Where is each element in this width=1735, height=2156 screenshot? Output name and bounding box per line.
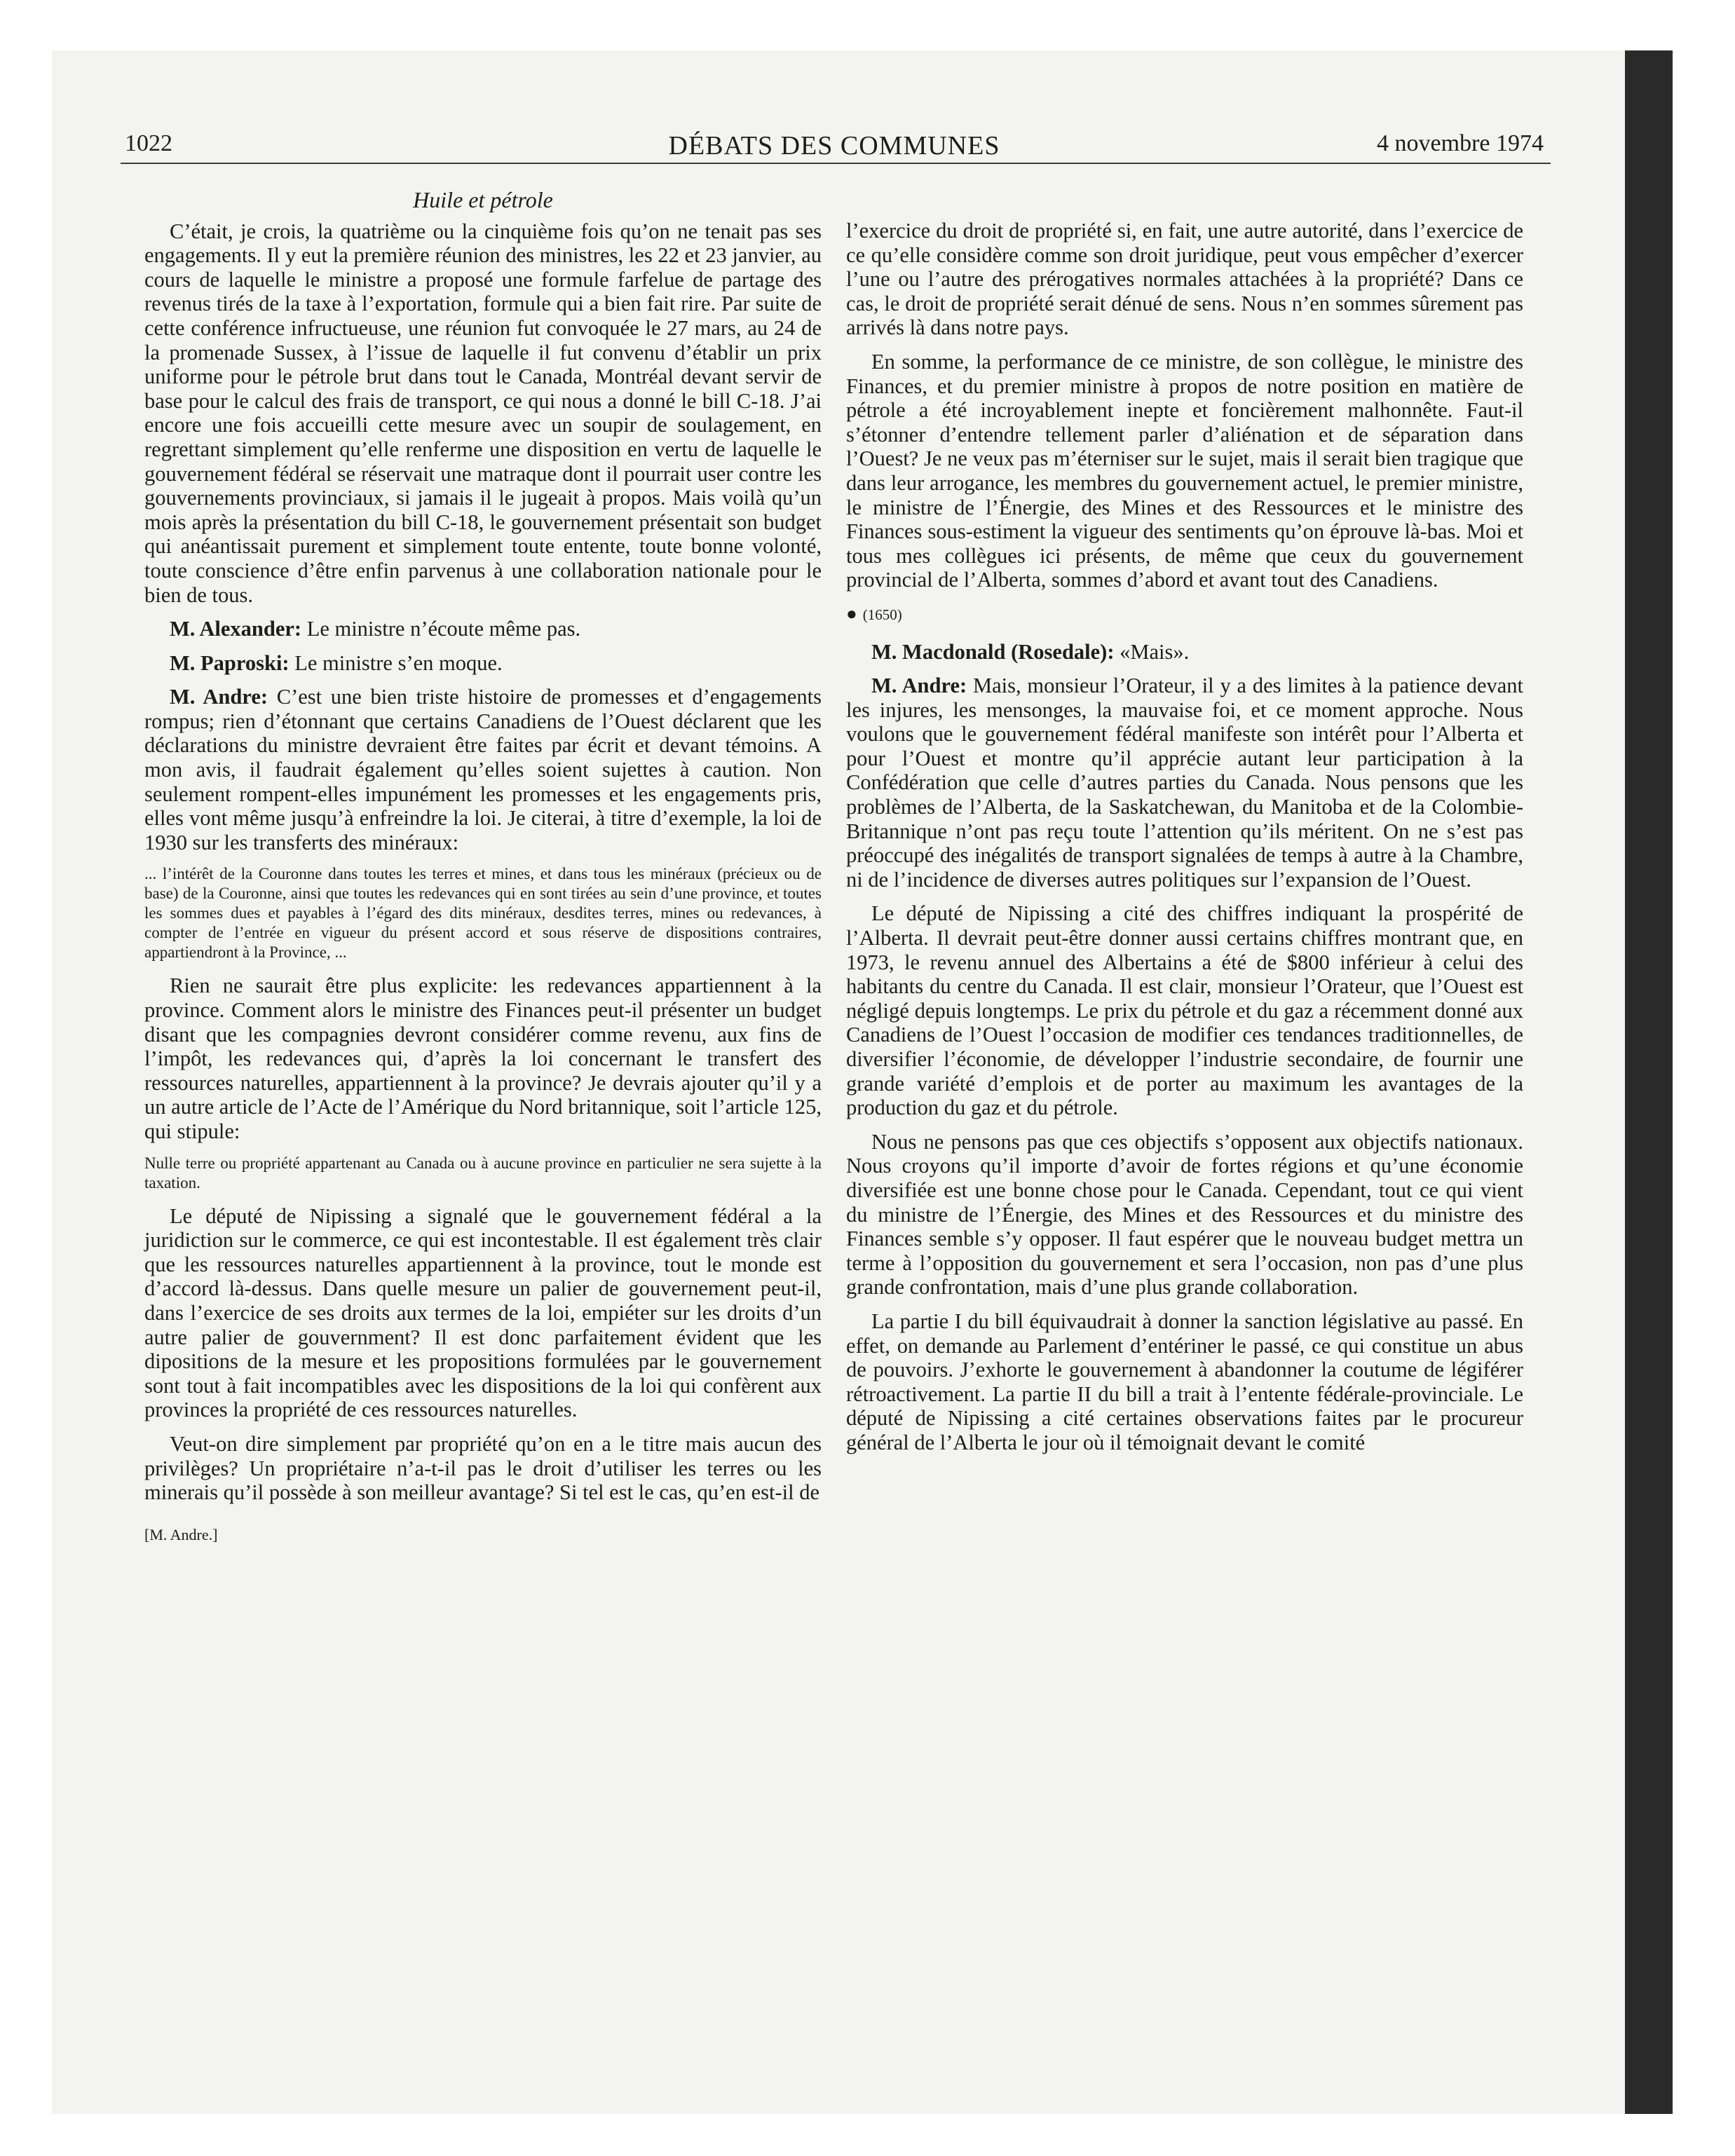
- speech-text: Le ministre s’en moque.: [289, 650, 503, 675]
- speech-text: Mais, monsieur l’Orateur, il y a des limites à la patience devant les injures, les mensonges, la mauvaise foi, et ce moment approche. Nous voulons que le gouvernement fédéral manifeste son intérêt pour l’Alberta et pour l’Ouest et montre qu’il apprécie autant leur participation à la Confédération que celle d’autres parties du Canada. Nous pensons que les problèmes de l’Alberta, de la Saskatchewan, du Manitoba et de la Colombie-Britannique n’ont pas reçu toute l’attention qu’ils méritent. On ne s’est pas préoccupé des inégalités de transport signalées de temps à autre à la Chambre, ni de l’incidence de diverses autres politiques sur l’expansion de l’Ouest.: [846, 674, 1523, 892]
- right-column: [846, 219, 1523, 1465]
- bullet-icon: ●: [846, 603, 857, 624]
- speech-andre: [846, 674, 1523, 892]
- speaker-name: M. Andre:: [871, 674, 967, 698]
- speech-macdonald: [846, 640, 1523, 664]
- speech-alexander: [144, 617, 822, 641]
- issue-date: 4 novembre 1974: [1377, 130, 1544, 156]
- speech-text: «Mais».: [1114, 639, 1190, 664]
- paragraph: Le député de Nipissing a cité des chiffres indiquant la prospérité de l’Alberta. Il devrait peut-être donner aussi certains chiffres montrant que, en 1973, le revenu annuel des Albertains a été de $800 inférieur à celui des habitants du centre du Canada. Il est clair, monsieur l’Orateur, que l’Ouest est négligé depuis longtemps. Le prix du pétrole et du gaz a récemment donné aux Canadiens de l’Ouest l’occasion de modifier ces tendances traditionnelles, de diversifier l’économie, de développer l’industrie secondaire, de fournir une grande variété d’emplois et de porter au maximum les avantages de la production du gaz et du pétrole.: [846, 901, 1523, 1120]
- speech-paproski: [144, 651, 822, 676]
- section-heading: Huile et pétrole: [413, 187, 553, 212]
- speaker-name: M. Andre:: [170, 685, 268, 709]
- paragraph: Rien ne saurait être plus explicite: les redevances appartiennent à la province. Comment alors le ministre des Finances peut-il présenter un budget disant que les compagnies devront considérer comme revenu, aux fins de l’impôt, les redevances qui, d’après la loi concernant le transfert des ressources naturelles, appartiennent à la province? Je devrais ajouter qu’il y a un autre article de l’Acte de l’Amérique du Nord britannique, soit l’article 125, qui stipule:: [144, 974, 822, 1143]
- paragraph: C’était, je crois, la quatrième ou la cinquième fois qu’on ne tenait pas ses engagements. Il y eut la première réunion des ministres, les 22 et 23 janvier, au cours de laquelle le ministre a proposé une formule farfelue de partage des revenus tirés de la taxe à l’exportation, formule qui a bien fait rire. Par suite de cette conférence infructueuse, une réunion fut convoquée le 27 mars, au 24 de la promenade Sussex, à l’issue de laquelle il fut convenu d’établir un prix uniforme pour le pétrole brut dans tout le Canada, Montréal devant servir de base pour le calcul des frais de transport, ce qui nous a donné le bill C-18. J’ai encore une fois accueilli cette mesure avec un soupir de soulagement, en regrettant simplement qu’elle renferme une disposition en vertu de laquelle le gouvernement fédéral se réservait une matraque dont il pourrait user contre les gouvernements provinciaux, si jamais il le jugeait à propos. Mais voilà qu’un mois après la présentation du bill C-18, le gouvernement présentait son budget qui anéantissait purement et simplement toute entente, toute bonne volonté, toute conscience d’être enfin parvenus à une collaboration nationale pour le bien de tous.: [144, 219, 822, 607]
- time-text: (1650): [862, 606, 902, 623]
- left-column: [144, 184, 822, 1547]
- speech-andre: [144, 685, 822, 854]
- block-quote: ... l’intérêt de la Couronne dans toutes les terres et mines, et dans tous les minéraux (précieux ou de base) de la Couronne, ainsi que toutes les redevances qui en sont tirées au sein d’une province, et toutes les sommes dues et payables à l’égard des dits minéraux, desdites terres, mines ou redevances, à compter de l’entrée en vigueur du présent accord et sous réserve de dispositions contraires, appartiendront à la Province, ...: [144, 865, 822, 962]
- paragraph: La partie I du bill équivaudrait à donner la sanction législative au passé. En effet, on demande au Parlement d’entériner le passé, ce qui constitue un abus de pouvoirs. J’exhorte le gouvernement à abandonner la coutume de légiférer rétroactivement. La partie II du bill a trait à l’entente fédérale-provinciale. Le député de Nipissing a cité certaines observations faites par le procureur général de l’Alberta le jour où il témoignait devant le comité: [846, 1309, 1523, 1454]
- page-number: 1022: [125, 130, 172, 156]
- paragraph: Veut-on dire simplement par propriété qu’on en a le titre mais aucun des privilèges? Un propriétaire n’a-t-il pas le droit d’utiliser les terres ou les minerais qu’il possède à son meilleur avantage? Si tel est le cas, qu’en est-il de: [144, 1431, 822, 1505]
- block-quote: Nulle terre ou propriété appartenant au Canada ou à aucune province en particulier ne sera sujette à la taxation.: [144, 1154, 822, 1192]
- speech-text: Le ministre n’écoute même pas.: [301, 617, 581, 641]
- speaker-signature: [M. Andre.]: [144, 1525, 218, 1543]
- paragraph: Le député de Nipissing a signalé que le gouvernement fédéral a la juridiction sur le commerce, ce qui est incontestable. Il est également très clair que les ressources naturelles appartiennent à la province, tout le monde est d’accord là-dessus. Dans quelle mesure un palier de gouvernement peut-il, dans l’exercice de ses droits aux termes de la loi, empiéter sur les droits d’un autre palier de gouvernment? Il est donc parfaitement évident que les dipositions de la mesure et les propositions formulées par le gouvernement sont tout à fait incompatibles avec les dispositions de la loi qui confèrent aux provinces la propriété de ces ressources naturelles.: [144, 1203, 822, 1422]
- speaker-name: M. Alexander:: [170, 617, 302, 641]
- journal-title: DÉBATS DES COMMUNES: [668, 131, 1000, 161]
- speaker-name: M. Paproski:: [170, 650, 290, 675]
- paragraph: Nous ne pensons pas que ces objectifs s’opposent aux objectifs nationaux. Nous croyons qu’il importe d’avoir de fortes régions et qu’une économie diversifiée est une bonne chose pour le Canada. Cependant, tout ce qui vient du ministre de l’Énergie, des Mines et des Ressources et du ministre des Finances semble s’y opposer. Il faut espérer que le nouveau budget mettra un terme à l’opposition du gouvernement et sera l’occasion, non pas d’une plus grande confrontation, mais d’une plus grande collaboration.: [846, 1129, 1523, 1299]
- speaker-name: M. Macdonald (Rosedale):: [871, 639, 1115, 664]
- header-rule: [121, 163, 1551, 164]
- paragraph: l’exercice du droit de propriété si, en fait, une autre autorité, dans l’exercice de ce qu’elle considère comme son droit juridique, peut vous empêcher d’exercer l’une ou l’autre des prérogatives normales attachées à la propriété? Dans ce cas, le droit de propriété serait dénué de sens. Nous n’en sommes sûrement pas arrivés là dans notre pays.: [846, 219, 1523, 340]
- paragraph: En somme, la performance de ce ministre, de son collègue, le ministre des Finances, et du premier ministre à propos de notre position en matière de pétrole a été incroyablement inepte et foncièrement malhonnête. Faut-il s’étonner d’entendre tellement parler d’aliénation et de séparation dans l’Ouest? Je ne veux pas m’éterniser sur le sujet, mais il serait bien tragique que dans leur arrogance, les membres du gouvernement actuel, le premier ministre, le ministre de l’Énergie, des Mines et des Ressources et le ministre des Finances sous-estiment la vigueur des sentiments qu’on éprouve là-bas. Moi et tous mes collègues ici présents, de même que ceux du gouvernement provincial de l’Alberta, sommes d’abord et avant tout des Canadiens.: [846, 349, 1523, 592]
- scan-edge-shadow: [1625, 50, 1673, 2114]
- speech-text: C’est une bien triste histoire de promesses et d’engagements rompus; rien d’étonnant que certains Canadiens de l’Ouest déclarent que les déclarations du ministre devraient être faites par écrit et devant témoins. A mon avis, il faudrait également qu’elles soient sujettes à caution. Non seulement rompent-elles impunément les promesses et les engagements pris, elles vont même jusqu’à enfreindre la loi. Je citerai, à titre d’exemple, la loi de 1930 sur les transferts des minéraux:: [144, 685, 822, 854]
- time-marker: [846, 602, 1523, 627]
